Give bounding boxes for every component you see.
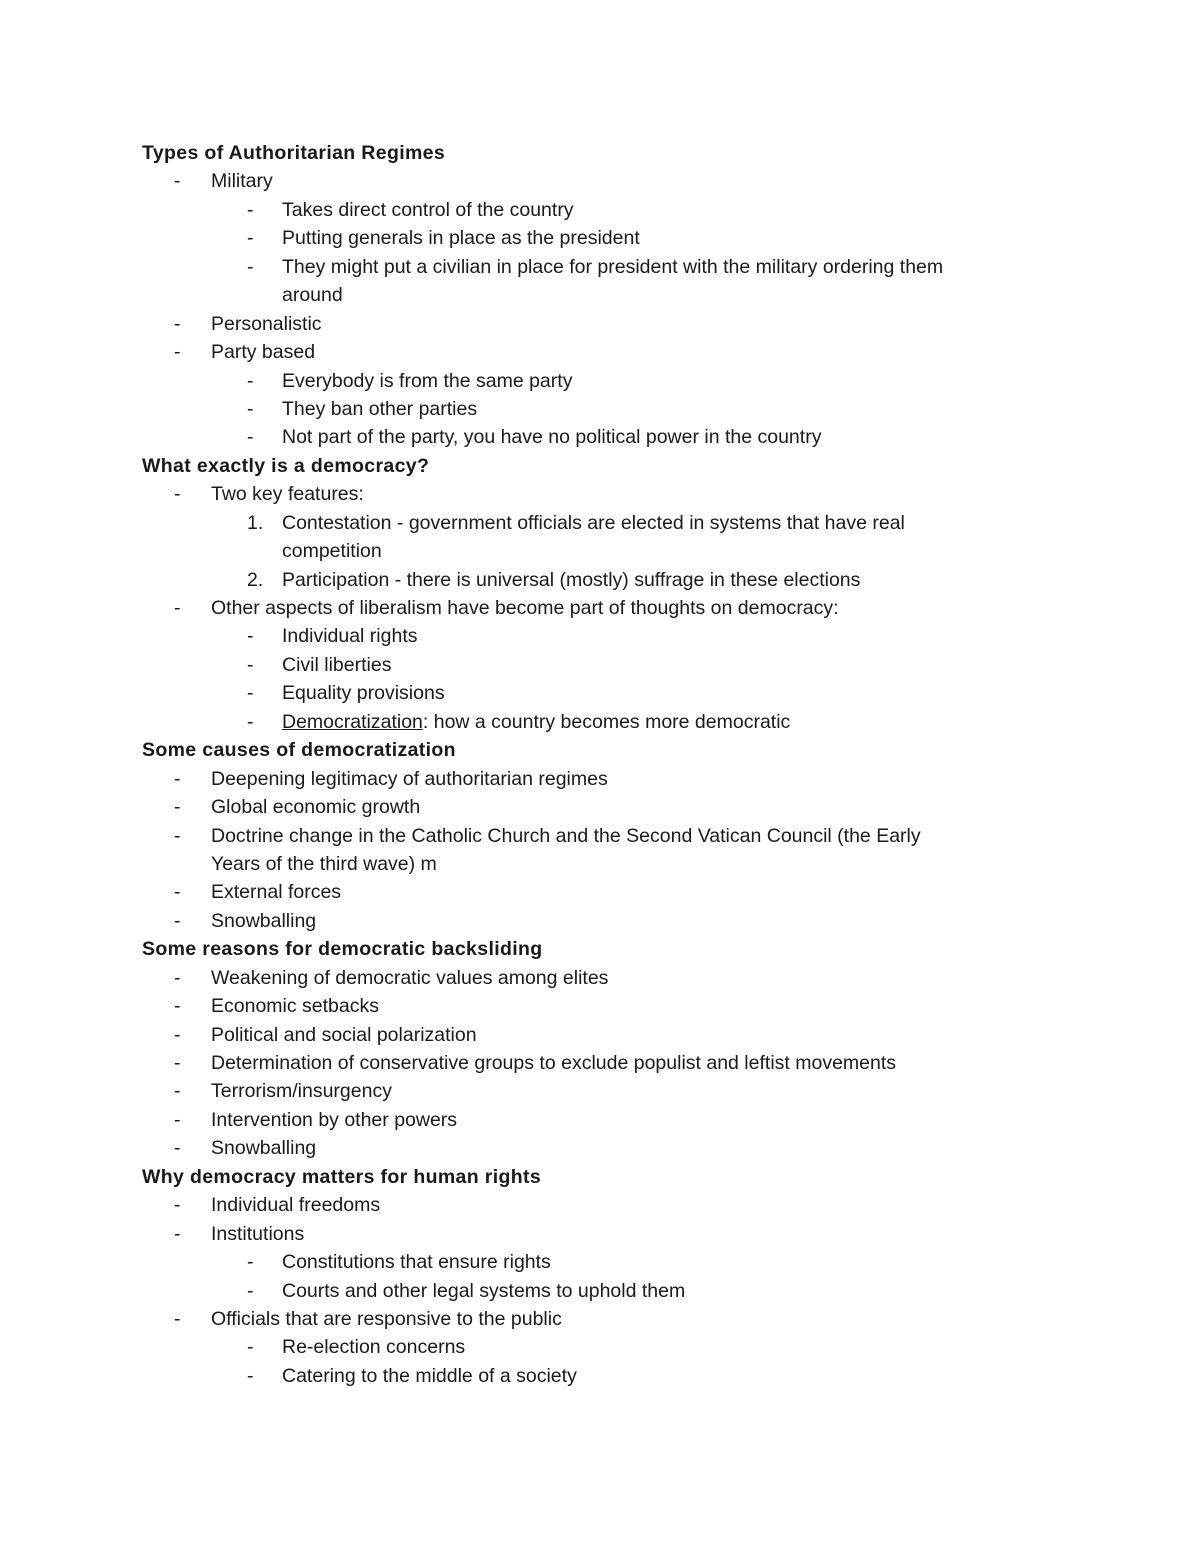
list-item-text: Contestation - government officials are elected in systems that have real [282,511,905,534]
list-item-text: Everybody is from the same party [282,369,573,392]
list-item-text: Civil liberties [282,653,392,676]
bullet-dash: - [174,1052,181,1074]
bullet-dash: - [247,682,254,705]
list-item [0,310,1200,338]
list-item [0,1277,1200,1305]
list-item-text: Weakening of democratic values among elites [211,966,609,989]
list-item-text: Global economic growth [211,796,421,819]
list-item [0,1021,1200,1049]
list-item [0,822,1200,850]
bullet-dash: - [174,170,181,193]
bullet-dash: - [174,1080,181,1103]
bullet-dash: - [247,625,254,648]
document-body [0,139,1200,1390]
list-item [0,1077,1200,1105]
list-item-continuation [0,850,1200,878]
list-item [0,423,1200,451]
bullet-dash: - [247,653,254,676]
list-item-text: Courts and other legal systems to uphold them [282,1279,686,1302]
bullet-dash: - [174,312,181,335]
list-item [0,708,1200,736]
list-item-text: Economic setbacks [211,995,379,1018]
list-item-text: Snowballing [211,1137,317,1160]
section-heading: Types of Authoritarian Regimes [142,142,446,164]
list-item [0,1362,1200,1390]
list-item-continuation [0,537,1200,565]
section-heading: Why democracy matters for human rights [142,1165,542,1188]
bullet-dash: - [174,1222,181,1245]
list-item-text: Military [211,170,273,193]
list-item [0,1220,1200,1248]
list-item-text: around [282,284,343,307]
list-item-text: Doctrine change in the Catholic Church and the Second Vatican Council (the Early [211,824,921,847]
list-item-continuation [0,281,1200,309]
list-item-text: Deepening legitimacy of authoritarian regimes [211,767,608,790]
list-item [0,878,1200,906]
list-item-text: Party based [211,341,316,364]
bullet-dash: - [247,227,254,250]
bullet-dash: - [247,255,254,278]
bullet-dash: - [174,1307,181,1330]
bullet-dash: - [247,1279,254,1302]
list-item [0,622,1200,650]
list-number: 1. [247,511,264,534]
list-item-text: Participation - there is universal (mostly) suffrage in these elections [282,568,861,591]
bullet-dash: - [174,881,181,904]
list-item [0,651,1200,679]
bullet-dash: - [174,1137,181,1160]
list-item [0,1248,1200,1276]
term-definition: : how a country becomes more democratic [422,710,791,733]
list-item-text: Re-election concerns [282,1336,466,1359]
bullet-dash: - [247,1336,254,1359]
list-item-text: External forces [211,881,342,904]
list-item [0,338,1200,366]
list-item-text: Terrorism/insurgency [211,1080,392,1103]
list-item [0,679,1200,707]
list-item [0,793,1200,821]
list-item [0,1134,1200,1162]
list-item-text: Intervention by other powers [211,1108,458,1131]
list-item-text: Constitutions that ensure rights [282,1251,551,1274]
list-item [0,196,1200,224]
section-heading: Some causes of democratization [142,739,456,762]
list-item-text [282,708,790,736]
bullet-dash: - [174,767,181,790]
list-item [0,964,1200,992]
bullet-dash: - [247,426,254,449]
bullet-dash: - [247,1251,254,1274]
list-item [0,566,1200,594]
list-item-text: Individual freedoms [211,1194,381,1217]
list-item [0,1191,1200,1219]
list-item-text: They might put a civilian in place for president with the military ordering them [282,255,944,278]
list-item-text: Years of the third wave) m [211,852,437,875]
list-item-text: Other aspects of liberalism have become part of thoughts on democracy: [211,597,839,619]
bullet-dash: - [174,966,181,989]
bullet-dash: - [247,198,254,221]
list-item [0,992,1200,1020]
list-item [0,167,1200,195]
bullet-dash: - [247,397,254,420]
bullet-dash: - [174,341,181,364]
bullet-dash: - [174,824,181,847]
list-item-text: Determination of conservative groups to exclude populist and leftist movements [211,1052,897,1074]
list-item-text: competition [282,540,382,563]
list-item-text: Political and social polarization [211,1023,477,1046]
list-item-text: Equality provisions [282,682,445,705]
bullet-dash: - [174,1194,181,1217]
list-item [0,480,1200,508]
list-item-text: Not part of the party, you have no political power in the country [282,426,822,449]
list-item [0,509,1200,537]
list-item [0,1049,1200,1077]
list-number: 2. [247,568,264,591]
list-item-text: Snowballing [211,909,317,932]
section-heading: Some reasons for democratic backsliding [142,938,543,961]
list-item-text: Personalistic [211,312,322,335]
list-item-text: Institutions [211,1222,305,1245]
list-item [0,395,1200,423]
bullet-dash: - [174,597,181,619]
bullet-dash: - [247,1364,254,1387]
list-item [0,1106,1200,1134]
list-item [0,907,1200,935]
bullet-dash: - [174,995,181,1018]
list-item-text: Takes direct control of the country [282,198,574,221]
list-item [0,253,1200,281]
list-item-text: They ban other parties [282,397,478,420]
list-item-text: Two key features: [211,483,364,506]
bullet-dash: - [247,369,254,392]
underlined-term: Democratization [282,710,423,733]
list-item [0,1305,1200,1333]
bullet-dash: - [247,710,254,733]
list-item [0,224,1200,252]
list-item [0,1333,1200,1361]
list-item [0,765,1200,793]
list-item [0,367,1200,395]
bullet-dash: - [174,483,181,506]
list-item-text: Officials that are responsive to the public [211,1307,562,1330]
bullet-dash: - [174,1108,181,1131]
list-item [0,594,1200,622]
list-item-text: Catering to the middle of a society [282,1364,577,1387]
section-heading: What exactly is a democracy? [142,454,430,477]
list-item-text: Putting generals in place as the president [282,227,640,250]
list-item-text: Individual rights [282,625,418,648]
bullet-dash: - [174,796,181,819]
bullet-dash: - [174,1023,181,1046]
bullet-dash: - [174,909,181,932]
